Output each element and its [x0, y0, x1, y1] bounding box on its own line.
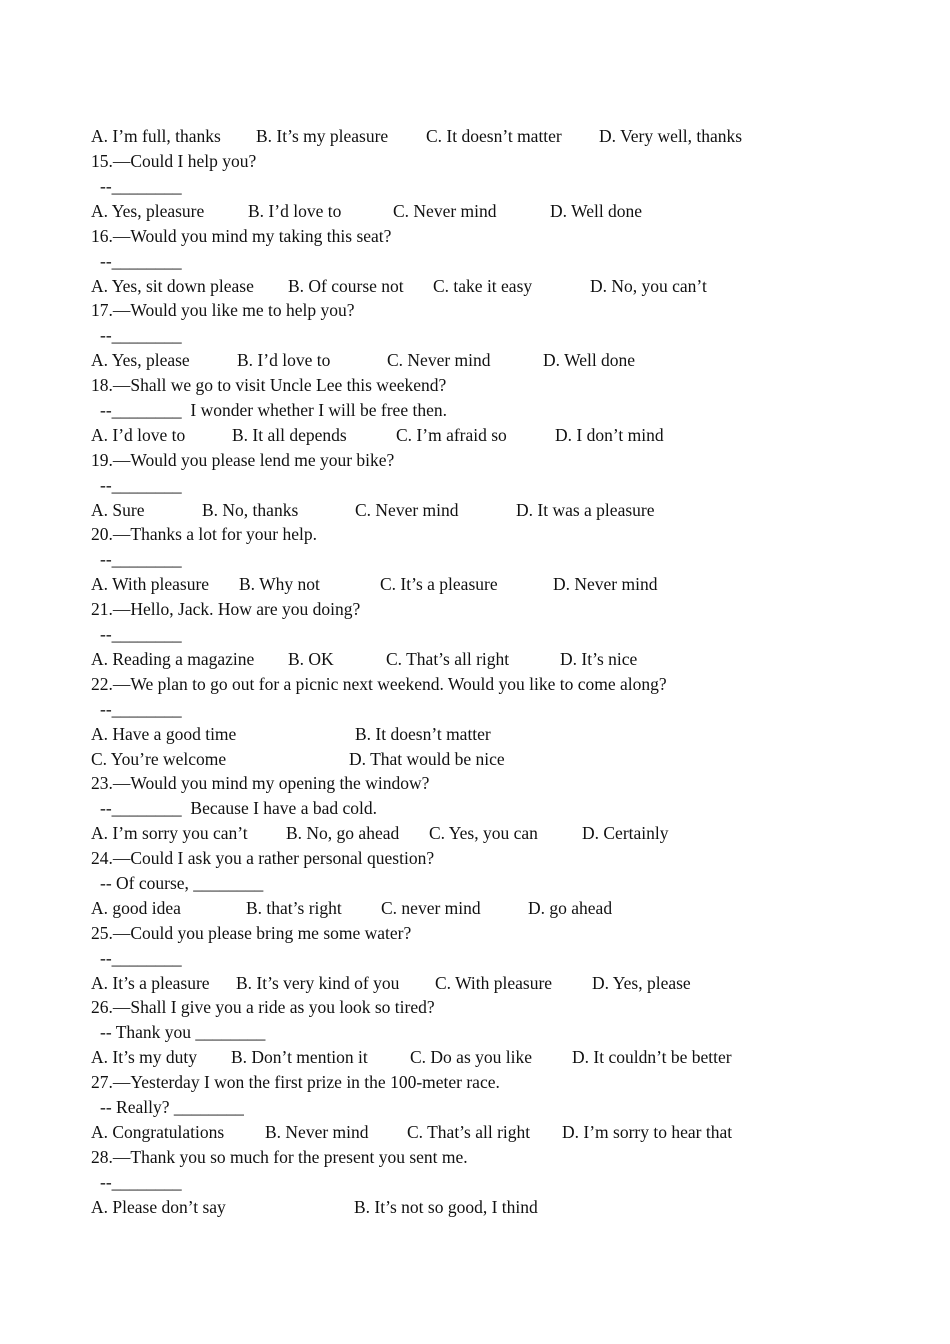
answer-blank: --________: [100, 251, 182, 271]
answer-blank: -- Of course, ________: [100, 873, 264, 893]
options-row: [91, 572, 658, 597]
option-a: A. Yes, please: [91, 350, 190, 370]
option-c: C. Do as you like: [410, 1047, 533, 1067]
option-b: B. Why not: [239, 574, 320, 594]
options-row: [91, 498, 655, 523]
option-a: A. Reading a magazine: [91, 649, 255, 669]
option-a: A. With pleasure: [91, 574, 210, 594]
answer-blank: -- Thank you ________: [100, 1022, 266, 1042]
options-row: [91, 647, 638, 672]
option-c: C. take it easy: [433, 276, 533, 296]
question-text: 28.—Thank you so much for the present you sent me.: [91, 1147, 468, 1167]
option-b: B. that’s right: [246, 898, 342, 918]
option-c: C. never mind: [381, 898, 481, 918]
option-d: D. It was a pleasure: [516, 500, 655, 520]
option-a: A. Please don’t say: [91, 1197, 226, 1217]
question-text: 20.—Thanks a lot for your help.: [91, 524, 317, 544]
question-text: 24.—Could I ask you a rather personal question?: [91, 848, 435, 868]
options-row: [91, 821, 669, 846]
answer-blank: --________ Because I have a bad cold.: [100, 798, 377, 818]
question-text: 22.—We plan to go out for a picnic next weekend. Would you like to come along?: [91, 674, 667, 694]
option-c: C. It’s a pleasure: [380, 574, 498, 594]
question-text: 21.—Hello, Jack. How are you doing?: [91, 599, 361, 619]
option-a: A. I’d love to: [91, 425, 186, 445]
options-row: [91, 423, 664, 448]
option-c: C. It doesn’t matter: [426, 126, 562, 146]
answer-blank: --________: [100, 475, 182, 495]
option-c: C. Yes, you can: [429, 823, 538, 843]
option-b: B. Never mind: [265, 1122, 369, 1142]
option-a: A. Yes, sit down please: [91, 276, 254, 296]
option-d: D. Well done: [550, 201, 643, 221]
option-a: A. I’m full, thanks: [91, 126, 221, 146]
options-row: [91, 348, 636, 373]
answer-blank: -- Really? ________: [100, 1097, 244, 1117]
option-a: A. Congratulations: [91, 1122, 225, 1142]
option-d: D. Very well, thanks: [599, 126, 743, 146]
answer-blank: --________: [100, 699, 182, 719]
option-d: D. It couldn’t be better: [572, 1047, 732, 1067]
question-text: 25.—Could you please bring me some water?: [91, 923, 412, 943]
option-b: B. It’s very kind of you: [236, 973, 400, 993]
option-c: C. With pleasure: [435, 973, 553, 993]
option-d: D. I’m sorry to hear that: [562, 1122, 733, 1142]
option-c: C. Never mind: [393, 201, 497, 221]
options-row: [91, 722, 491, 747]
options-row: [91, 971, 691, 996]
answer-blank: --________: [100, 624, 182, 644]
option-c: C. You’re welcome: [91, 749, 227, 769]
option-c: C. Never mind: [387, 350, 491, 370]
option-a: A. It’s a pleasure: [91, 973, 210, 993]
option-d: D. That would be nice: [349, 749, 505, 769]
question-text: 23.—Would you mind my opening the window?: [91, 773, 430, 793]
option-b: B. Of course not: [288, 276, 404, 296]
option-d: D. Well done: [543, 350, 636, 370]
question-text: 18.—Shall we go to visit Uncle Lee this weekend?: [91, 375, 447, 395]
options-row: [91, 1045, 732, 1070]
option-b: B. It’s my pleasure: [256, 126, 389, 146]
option-c: C. Never mind: [355, 500, 459, 520]
answer-blank: --________: [100, 549, 182, 569]
question-text: 27.—Yesterday I won the first prize in the 100-meter race.: [91, 1072, 500, 1092]
option-c: C. That’s all right: [407, 1122, 531, 1142]
option-b: B. It doesn’t matter: [355, 724, 491, 744]
option-a: A. I’m sorry you can’t: [91, 823, 248, 843]
option-a: A. It’s my duty: [91, 1047, 197, 1067]
option-b: B. I’d love to: [237, 350, 331, 370]
option-b: B. Don’t mention it: [231, 1047, 368, 1067]
options-row: [91, 747, 505, 772]
option-c: C. That’s all right: [386, 649, 510, 669]
option-b: B. I’d love to: [248, 201, 342, 221]
option-d: D. Never mind: [553, 574, 658, 594]
option-d: D. It’s nice: [560, 649, 638, 669]
options-row: [91, 274, 707, 299]
option-b: B. No, thanks: [202, 500, 299, 520]
option-b: B. No, go ahead: [286, 823, 400, 843]
question-text: 19.—Would you please lend me your bike?: [91, 450, 395, 470]
option-a: A. good idea: [91, 898, 181, 918]
question-text: 16.—Would you mind my taking this seat?: [91, 226, 392, 246]
option-d: D. Certainly: [582, 823, 669, 843]
answer-blank: --________: [100, 1172, 182, 1192]
answer-blank: --________ I wonder whether I will be free then.: [100, 400, 447, 420]
options-row: [91, 124, 743, 149]
answer-blank: --________: [100, 325, 182, 345]
options-row: [91, 1120, 733, 1145]
answer-blank: --________: [100, 948, 182, 968]
options-row: [91, 896, 613, 921]
option-d: D. go ahead: [528, 898, 613, 918]
option-b: B. It’s not so good, I thind: [354, 1197, 538, 1217]
option-b: B. OK: [288, 649, 334, 669]
question-text: 15.—Could I help you?: [91, 151, 257, 171]
answer-blank: --________: [100, 176, 182, 196]
question-text: 26.—Shall I give you a ride as you look so tired?: [91, 997, 435, 1017]
options-row: [91, 1195, 538, 1220]
option-a: A. Sure: [91, 500, 145, 520]
option-a: A. Have a good time: [91, 724, 237, 744]
option-d: D. No, you can’t: [590, 276, 707, 296]
option-d: D. Yes, please: [592, 973, 691, 993]
option-d: D. I don’t mind: [555, 425, 664, 445]
options-row: [91, 199, 643, 224]
option-a: A. Yes, pleasure: [91, 201, 205, 221]
option-b: B. It all depends: [232, 425, 347, 445]
option-c: C. I’m afraid so: [396, 425, 507, 445]
question-text: 17.—Would you like me to help you?: [91, 300, 355, 320]
